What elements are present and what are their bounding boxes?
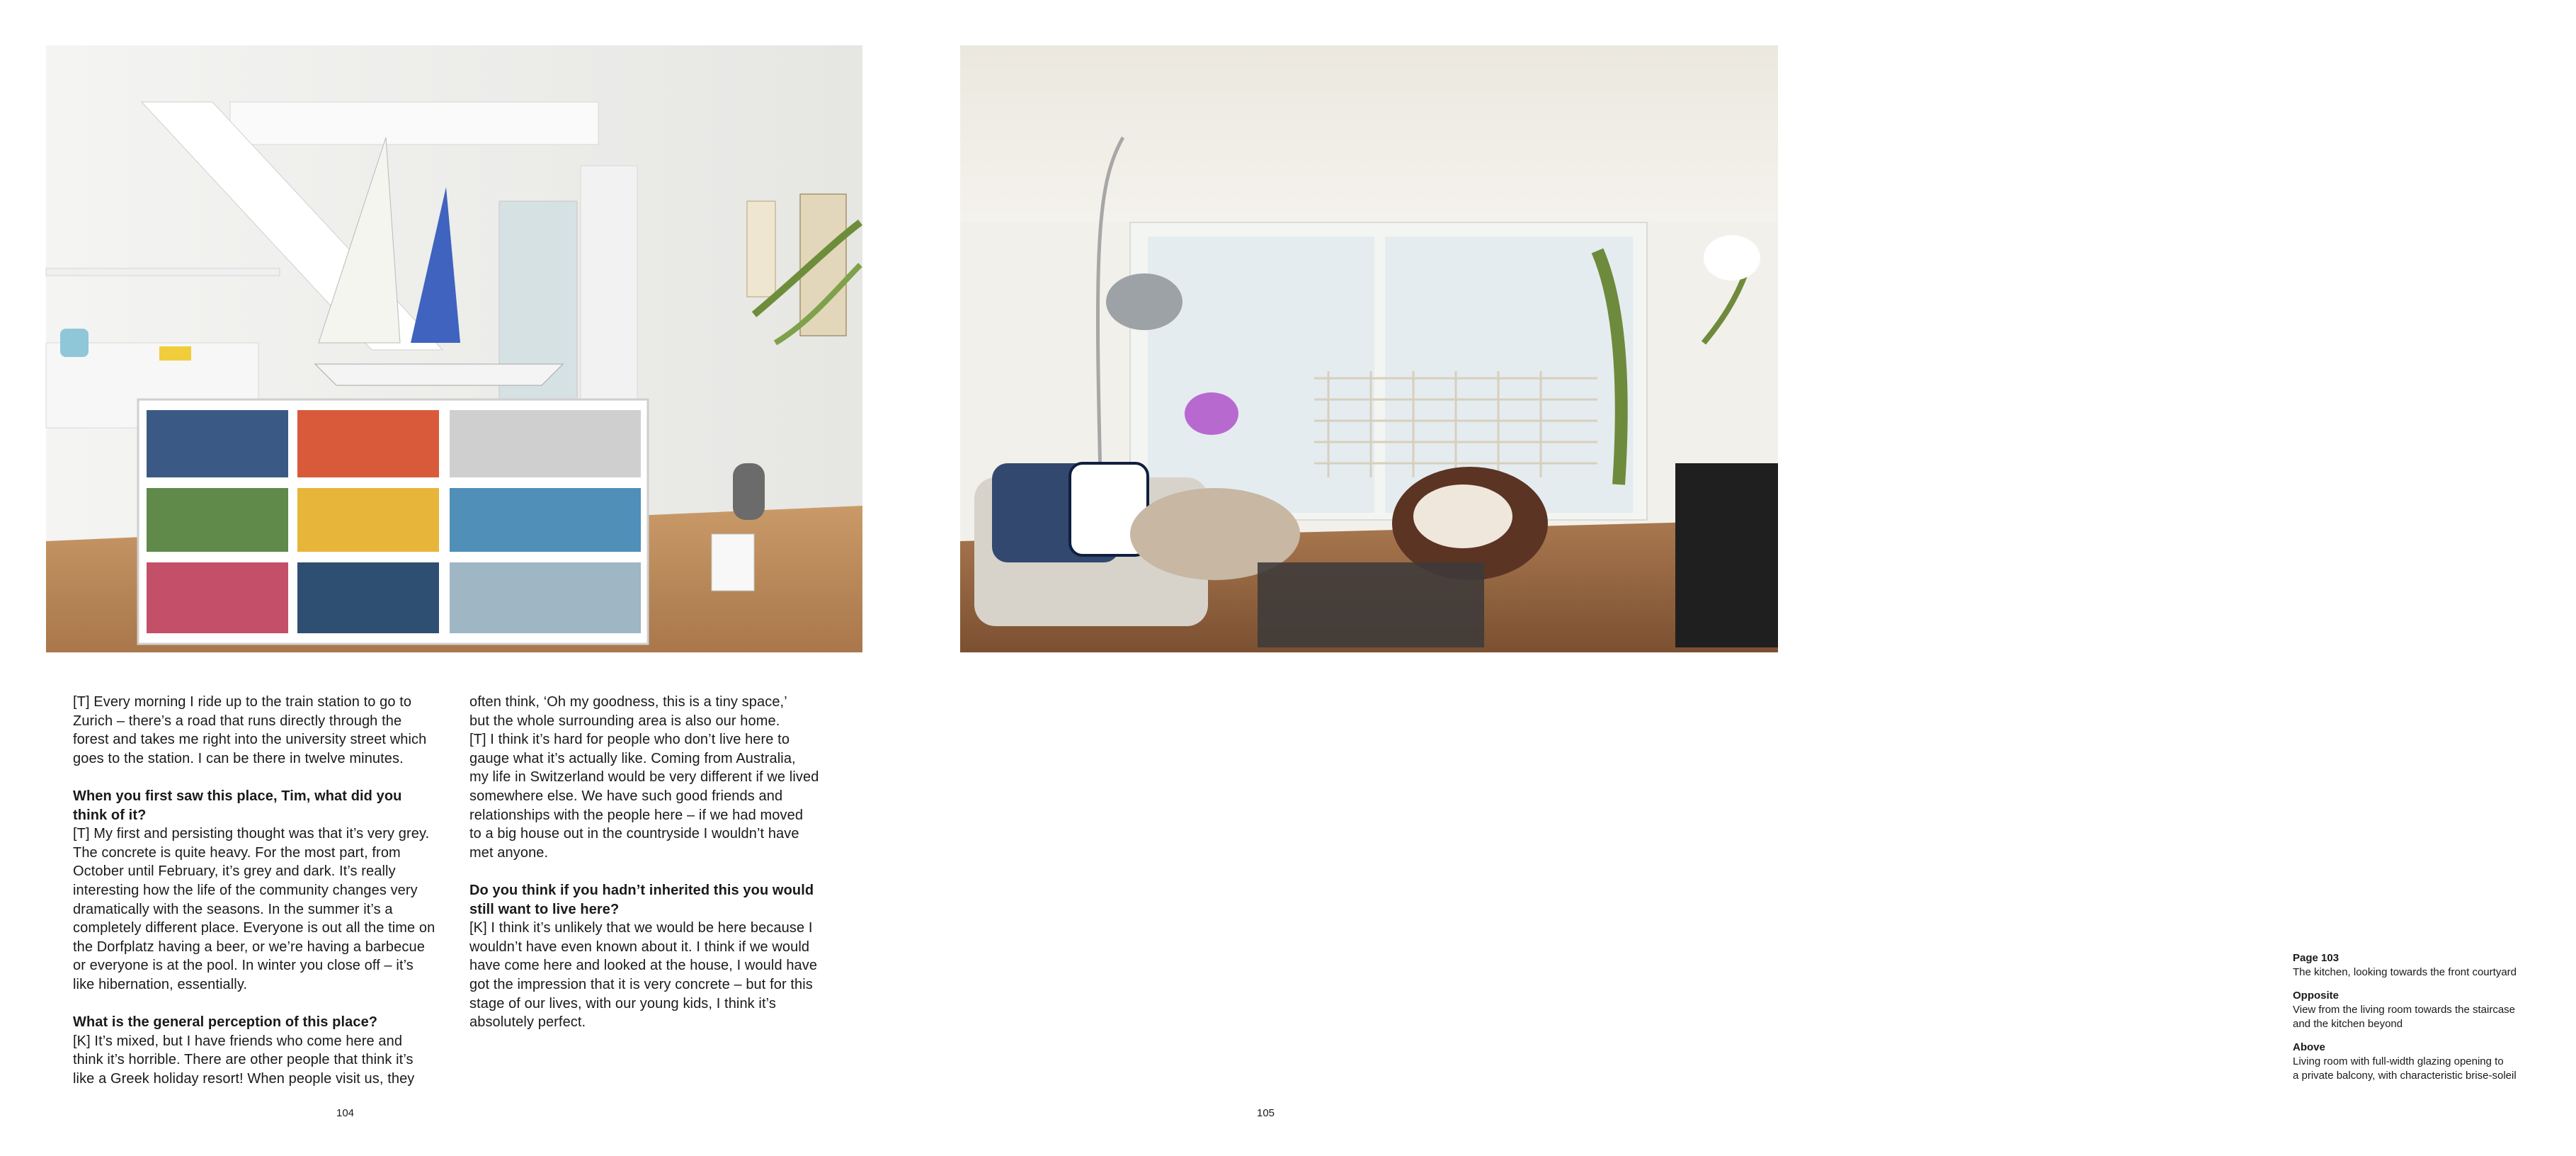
- article-column-2: [469, 693, 845, 1032]
- caption-above: [2293, 1041, 2576, 1083]
- kitchen-bookshelf-illustration: [46, 45, 862, 652]
- caption-page-103: [2293, 951, 2576, 980]
- caption-label: Above: [2293, 1041, 2325, 1053]
- living-room-illustration: [960, 45, 1778, 652]
- article-paragraph: [T] My first and persisting thought was that it’s very grey. The concrete is quite heavy. For the most part, from October until February, it’s grey and dark. It’s really interesting how the life of the community changes very dramatically with the seasons. In the summer it’s a completely different place. Everyone is out all the time on the Dorfplatz having a beer, or we’re having a barbecue or everyone is at the pool. In winter you close off – it’s like hibernation, essentially.: [73, 826, 435, 992]
- left-page: [0, 0, 906, 1156]
- caption-text: Living room with full-width glazing opening to a private balcony, with characteristic brise-soleil: [2293, 1055, 2517, 1082]
- caption-text: The kitchen, looking towards the front courtyard: [2293, 966, 2517, 978]
- page-number-right: 105: [1257, 1107, 1275, 1119]
- interview-question: What is the general perception of this place?: [73, 1014, 378, 1031]
- caption-text: View from the living room towards the staircase and the kitchen beyond: [2293, 1004, 2516, 1030]
- article-paragraph: [K] It’s mixed, but I have friends who come here and think it’s horrible. There are other people that think it’s like a Greek holiday resort! When people visit us, they: [73, 1033, 415, 1087]
- caption-opposite: [2293, 989, 2576, 1031]
- caption-label: Page 103: [2293, 952, 2340, 964]
- article-paragraph: [K] I think it’s unlikely that we would be here because I wouldn’t have even known about it. I think if we would have come here and looked at the house, I would have got the impression that it is very concrete – but for this stage of our lives, with our young kids, I think it’s absolutely perfect.: [469, 920, 818, 1031]
- right-page: [906, 0, 2517, 1156]
- caption-label: Opposite: [2293, 990, 2340, 1002]
- article-paragraph: [T] Every morning I ride up to the train station to go to Zurich – there’s a road that runs directly through the forest and takes me right into the university street which goes to the station. I can be there in twelve minutes.: [73, 694, 427, 766]
- living-room-photo: [960, 45, 1778, 652]
- kitchen-bookshelf-photo: [46, 45, 862, 652]
- bookshelf-books: [147, 410, 641, 633]
- article-column-1: [73, 693, 448, 1088]
- interview-question: Do you think if you hadn’t inherited this you would still want to live here?: [469, 882, 814, 917]
- page-number-left: 104: [336, 1107, 355, 1119]
- article-paragraph: often think, ‘Oh my goodness, this is a tiny space,’ but the whole surrounding area is also our home. [T] I think it’s hard for people who don’t live here to gauge what it’s actually like. Coming from Australia, my life in Switzerland would be very different if we lived somewhere else. We have such good friends and relationships with the people here – if we had moved to a big house out in the countryside I wouldn’t have met anyone.: [469, 694, 819, 861]
- photo-captions: [2293, 951, 2576, 1092]
- interview-question: When you first saw this place, Tim, what did you think of it?: [73, 788, 402, 823]
